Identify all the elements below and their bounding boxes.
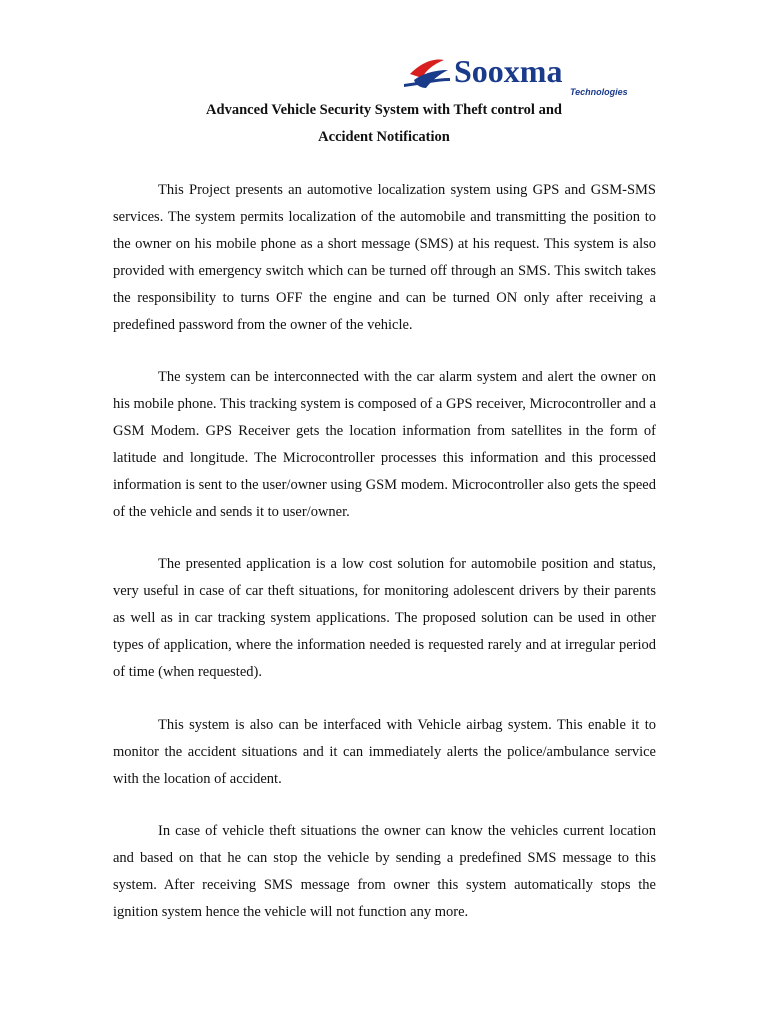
paragraph: This system is also can be interfaced with Vehicle airbag system. This enable it to monitor the accident situations and it can immediately alerts the police/ambulance service with the location of accident.: [113, 717, 656, 787]
document-title-line-2: Accident Notification: [318, 129, 450, 145]
paragraph: The presented application is a low cost solution for automobile position and status, very useful in case of car theft situations, for monitoring adolescent drivers by their parents as well as in car tracking system applications. The proposed solution can be used in other types of application, where the information needed is requested rarely and at irregular period of time (when requested).: [113, 556, 656, 680]
paragraph: The system can be interconnected with the car alarm system and alert the owner on his mobile phone. This tracking system is composed of a GPS receiver, Microcontroller and a GSM Modem. GPS Receiver gets the location information from satellites in the form of latitude and longitude. The Microcontroller processes this information and this processed information is sent to the user/owner using GSM modem. Microcontroller also gets the speed of the vehicle and sends it to user/owner.: [113, 369, 656, 520]
sooxma-logo-graphic: [400, 44, 656, 100]
logo-tagline-text: Technologies: [570, 87, 628, 97]
logo-brand-text: Sooxma: [454, 53, 563, 89]
document-title-line-1: Advanced Vehicle Security System with Theft control and: [206, 102, 562, 118]
paragraph: In case of vehicle theft situations the owner can know the vehicles current location and based on that he can stop the vehicle by sending a predefined SMS message to this system. After receiving SMS message from owner this system automatically stops the ignition system hence the vehicle will not function any more.: [113, 823, 656, 920]
sooxma-logo: [400, 44, 656, 100]
paragraph: This Project presents an automotive localization system using GPS and GSM-SMS services. The system permits localization of the automobile and transmitting the position to the owner on his mobile phone as a short message (SMS) at his request. This system is also provided with emergency switch which can be turned off through an SMS. This switch takes the responsibility to turns OFF the engine and can be turned ON only after receiving a predefined password from the owner of the vehicle.: [113, 182, 656, 333]
